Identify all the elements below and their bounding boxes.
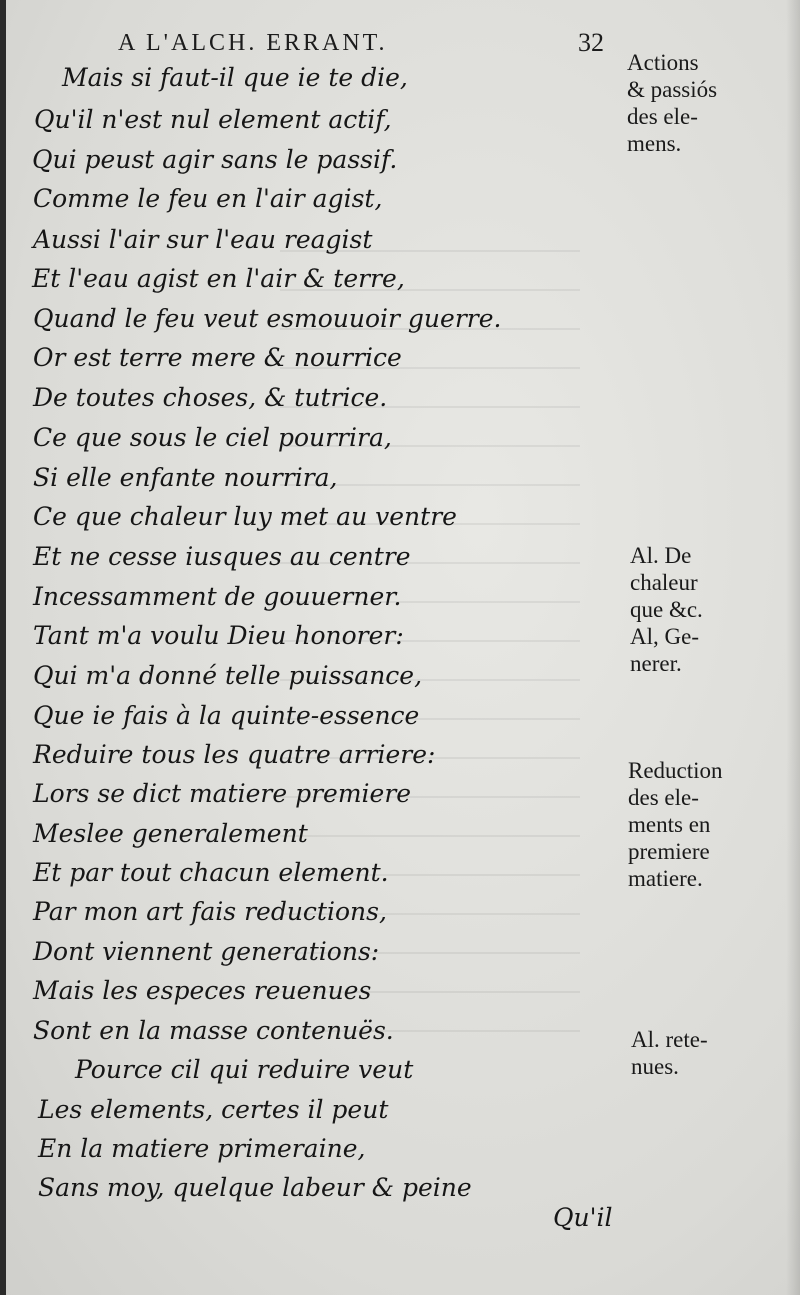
- verse-line-7: Quand le feu veut esmouuoir guerre.: [33, 304, 502, 333]
- running-title: A L'ALCH. ERRANT.: [118, 30, 388, 56]
- margin-note-line: premiere: [628, 839, 710, 864]
- verse-line-14: Incessamment de gouuerner.: [33, 582, 402, 611]
- page-edge-shadow: [786, 0, 800, 1295]
- verse-line-12: Ce que chaleur luy met au ventre: [33, 502, 457, 531]
- margin-note-actions: [627, 49, 717, 157]
- margin-note-line: que &c.: [630, 597, 703, 622]
- verse-line-20: Meslee generalement: [33, 819, 308, 848]
- verse-line-4: Comme le feu en l'air agist,: [33, 184, 383, 213]
- margin-note-line: ments en: [628, 812, 711, 837]
- margin-note-line: & passiós: [627, 77, 718, 102]
- margin-note-chaleur: [630, 542, 703, 677]
- verse-line-28: En la matiere primeraine,: [38, 1134, 366, 1163]
- verse-line-10: Ce que sous le ciel pourrira,: [33, 423, 392, 452]
- margin-note-line: chaleur: [630, 570, 698, 595]
- margin-note-retenues: [631, 1026, 708, 1080]
- verse-line-21: Et par tout chacun element.: [33, 858, 389, 887]
- catchword: Qu'il: [553, 1203, 613, 1232]
- margin-note-line: mens.: [627, 131, 682, 156]
- verse-line-19: Lors se dict matiere premiere: [33, 779, 412, 808]
- verse-line-8: Or est terre mere & nourrice: [33, 343, 402, 372]
- verse-line-3: Qui peust agir sans le passif.: [32, 145, 398, 174]
- verse-line-6: Et l'eau agist en l'air & terre,: [32, 264, 405, 293]
- margin-note-line: Actions: [627, 50, 699, 75]
- verse-line-13: Et ne cesse iusques au centre: [33, 542, 411, 571]
- verse-line-29: Sans moy, quelque labeur & peine: [38, 1173, 472, 1202]
- verse-line-9: De toutes choses, & tutrice.: [33, 383, 388, 412]
- verse-line-27: Les elements, certes il peut: [38, 1095, 389, 1124]
- verse-line-16: Qui m'a donné telle puissance,: [33, 661, 423, 690]
- margin-note-line: Al, Ge-: [630, 624, 699, 649]
- margin-note-line: Al. De: [630, 543, 692, 568]
- verse-line-25: Sont en la masse contenuës.: [33, 1016, 394, 1045]
- verse-line-17: Que ie fais à la quinte-essence: [33, 701, 420, 730]
- verse-line-22: Par mon art fais reductions,: [33, 897, 387, 926]
- margin-note-line: des ele-: [627, 104, 698, 129]
- verse-line-24: Mais les especes reuenues: [33, 976, 372, 1005]
- verse-line-26: Pource cil qui reduire veut: [75, 1055, 414, 1084]
- margin-note-line: nerer.: [630, 651, 682, 676]
- verse-line-2: Qu'il n'est nul element actif,: [34, 105, 392, 134]
- margin-note-line: matiere.: [628, 866, 703, 891]
- margin-note-reduction: [628, 757, 723, 892]
- margin-note-line: Al. rete-: [631, 1027, 708, 1052]
- margin-note-line: des ele-: [628, 785, 699, 810]
- verse-line-18: Reduire tous les quatre arriere:: [33, 740, 436, 769]
- verse-line-1: Mais si faut-il que ie te die,: [62, 63, 408, 92]
- verse-line-23: Dont viennent generations:: [33, 937, 380, 966]
- page-gutter: [0, 0, 6, 1295]
- verse-line-15: Tant m'a voulu Dieu honorer:: [33, 621, 404, 650]
- page-number: 32: [578, 28, 604, 57]
- verse-line-11: Si elle enfante nourrira,: [33, 463, 338, 492]
- margin-note-line: nues.: [631, 1054, 679, 1079]
- margin-note-line: Reduction: [628, 758, 723, 783]
- verse-line-5: Aussi l'air sur l'eau reagist: [33, 225, 373, 254]
